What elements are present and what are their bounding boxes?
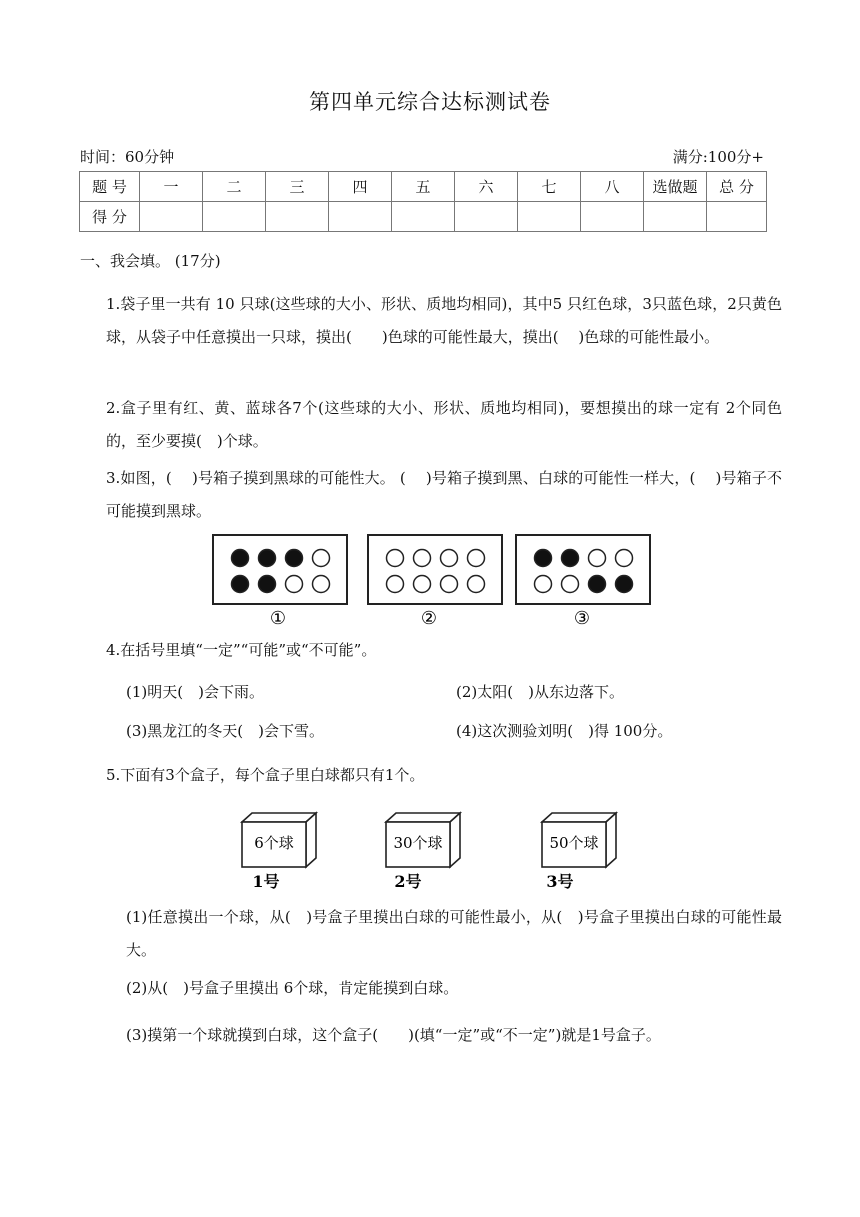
score-input-cell[interactable] xyxy=(203,202,266,232)
table-cell: 八 xyxy=(581,172,644,202)
cube-number-3: 3号 xyxy=(546,872,574,891)
table-cell: 得 分 xyxy=(80,202,140,232)
score-table-score-row xyxy=(80,202,767,232)
question-4-item-3: (3)黑龙江的冬天( )会下雪。 xyxy=(126,722,324,740)
ball xyxy=(589,550,606,567)
cube-label-2: 30个球 xyxy=(393,834,443,852)
full-score: 满分:100分+ xyxy=(672,148,764,166)
table-cell: 二 xyxy=(203,172,266,202)
table-cell: 六 xyxy=(455,172,518,202)
page-title: 第四单元综合达标测试卷 xyxy=(309,90,551,114)
ball xyxy=(414,576,431,593)
ball xyxy=(616,550,633,567)
ball xyxy=(441,576,458,593)
ball xyxy=(232,576,249,593)
cube-box-3 xyxy=(542,813,616,891)
table-cell: 总 分 xyxy=(707,172,767,202)
section-heading: 一、我会填。 (17分) xyxy=(80,252,221,270)
ball xyxy=(286,550,303,567)
cube-box-2 xyxy=(386,813,460,891)
question-4-item-4: (4)这次测验刘明( )得 100分。 xyxy=(456,722,673,740)
ball xyxy=(441,550,458,567)
question-1: 1.袋子里一共有 10 只球(这些球的大小、形状、质地均相同)，其中5 只红色球，3只蓝色球，2只黄色球，从袋子中任意摸出一只球，摸出( )色球的可能性最大，摸出( )色球的可能性最小。 xyxy=(106,295,782,346)
question-4-item-2: (2)太阳( )从东边落下。 xyxy=(456,683,624,701)
ball xyxy=(286,576,303,593)
ball xyxy=(562,576,579,593)
cube-number-1: 1号 xyxy=(252,872,280,891)
question-5-part-3: (3)摸第一个球就摸到白球，这个盒子( )(填“一定”或“不一定”)就是1号盒子。 xyxy=(126,1026,661,1044)
table-cell: 四 xyxy=(329,172,392,202)
question-5: 5.下面有3个盒子，每个盒子里白球都只有1个。 xyxy=(106,766,425,784)
table-cell: 五 xyxy=(392,172,455,202)
ball xyxy=(468,576,485,593)
ball xyxy=(562,550,579,567)
score-table xyxy=(79,171,767,232)
cube-box-1 xyxy=(242,813,316,891)
question-5-part-2: (2)从( )号盒子里摸出 6个球，肯定能摸到白球。 xyxy=(126,979,459,997)
table-cell: 选做题 xyxy=(644,172,707,202)
ball xyxy=(414,550,431,567)
score-table-header-row xyxy=(80,172,767,202)
ball xyxy=(232,550,249,567)
time-limit: 时间：60分钟 xyxy=(80,148,175,166)
score-input-cell[interactable] xyxy=(707,202,767,232)
box-label-2: ② xyxy=(420,608,438,628)
ball xyxy=(259,550,276,567)
score-input-cell[interactable] xyxy=(644,202,707,232)
ball xyxy=(387,576,404,593)
table-cell: 七 xyxy=(518,172,581,202)
question-4: 4.在括号里填“一定”“可能”或“不可能”。 xyxy=(106,641,377,659)
ball xyxy=(387,550,404,567)
ball xyxy=(468,550,485,567)
ball-boxes-figure xyxy=(212,532,662,628)
score-input-cell[interactable] xyxy=(518,202,581,232)
cube-label-3: 50个球 xyxy=(549,834,599,852)
question-5-part-1: (1)任意摸出一个球，从( )号盒子里摸出白球的可能性最小，从( )号盒子里摸出白球的可能性最大。 xyxy=(126,908,782,959)
ball xyxy=(259,576,276,593)
table-cell: 一 xyxy=(140,172,203,202)
table-cell: 三 xyxy=(266,172,329,202)
score-input-cell[interactable] xyxy=(140,202,203,232)
question-4-item-1: (1)明天( )会下雨。 xyxy=(126,683,264,701)
ball-box-3 xyxy=(516,535,650,604)
table-cell: 题 号 xyxy=(80,172,140,202)
box-label-1: ① xyxy=(269,608,287,628)
ball-box-2 xyxy=(368,535,502,604)
score-input-cell[interactable] xyxy=(329,202,392,232)
question-2: 2.盒子里有红、黄、蓝球各7个(这些球的大小、形状、质地均相同)，要想摸出的球一定有 2个同色的，至少要摸( )个球。 xyxy=(106,399,782,450)
ball xyxy=(535,576,552,593)
score-input-cell[interactable] xyxy=(266,202,329,232)
question-3: 3.如图，( )号箱子摸到黑球的可能性大。 ( )号箱子摸到黑、白球的可能性一样大，( )号箱子不可能摸到黑球。 xyxy=(106,469,782,520)
ball xyxy=(313,576,330,593)
box-label-3: ③ xyxy=(573,608,591,628)
cube-label-1: 6个球 xyxy=(254,834,294,852)
score-input-cell[interactable] xyxy=(455,202,518,232)
score-input-cell[interactable] xyxy=(581,202,644,232)
ball xyxy=(313,550,330,567)
ball xyxy=(535,550,552,567)
score-input-cell[interactable] xyxy=(392,202,455,232)
ball xyxy=(589,576,606,593)
ball xyxy=(616,576,633,593)
cube-boxes-figure xyxy=(236,810,626,892)
cube-number-2: 2号 xyxy=(394,872,422,891)
ball-box-1 xyxy=(213,535,347,604)
